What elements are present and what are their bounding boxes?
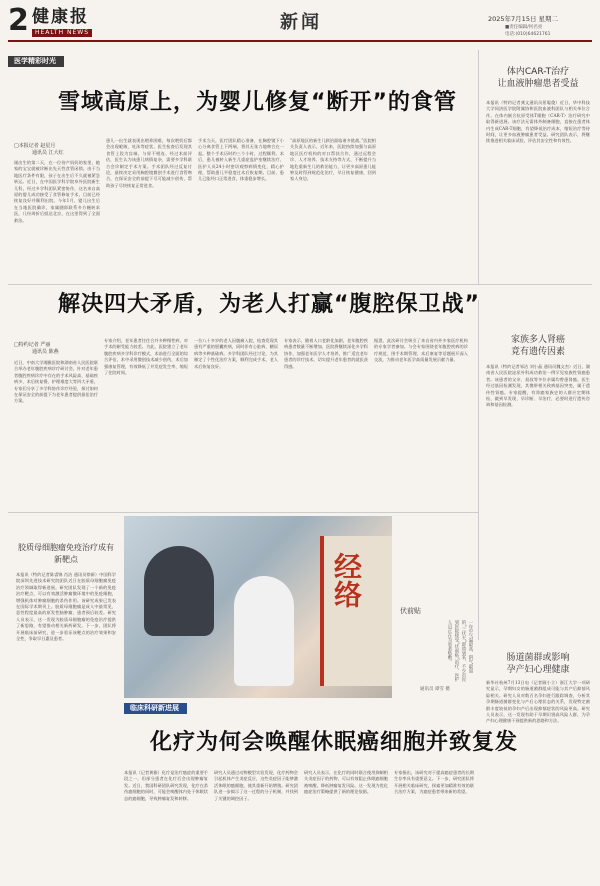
article4-body-col3: 研究人员表示，在化疗的同时联合使用抑制相关炎症因子的药物，可以有效阻止休眠癌细胞被唤醒，降低肿瘤复发风险。这一发现为优化癌症治疗策略提供了新的理论依据。 <box>304 770 388 795</box>
side-column-divider-2 <box>478 300 479 640</box>
article2-body-col2: 专家介绍，老年患者往往合并多种慢性病，对手术的耐受能力较差。为此，医院建立了老年腹腔疾病多学科诊疗模式，术前进行全面的综合评估，术中采用微创技术减少创伤，术后加强康复管理，有效降低了并发症发生率，缩短了住院时间。 <box>104 338 188 376</box>
article2-headline: 解决四大矛盾，为老人打赢“腹腔保卫战” <box>58 292 480 317</box>
article1-tag: 医学精彩时光 <box>8 56 64 67</box>
editor-credit: ■责任编辑/何名亮 <box>505 25 543 30</box>
article4-tag: 临床科研新进展 <box>124 703 187 714</box>
side3-title-line1: 肠道菌群或影响 <box>506 653 570 663</box>
article1-body-col3: 手术当天，医疗团队精心准备，在胸腔镜下小心分离食管上下两端，将其无张力地吻合在一起。整个手术历时约三个小时，过程顺利。术后，患儿被转入新生儿重症监护室继续治疗，医护人员24小时密切观察病情变化，精心护理，帮助患儿平稳度过术后恢复期。目前，患儿已能经口正常进食，体重稳步增长。 <box>198 138 284 182</box>
article2-body-col5: 据悉，此次研讨会吸引了来自省内外多家医疗机构的专家学者参加。与会专家围绕老年腹腔疾病的诊疗规范、围手术期管理、术后康复等话题展开深入交流，为推动老年医学高质量发展贡献力量。 <box>374 338 468 363</box>
article4-body-col4: 专家指出，该研究对于提高癌症患者的长期生存率具有重要意义。下一步，研究团队将开展相关临床研究，探索更加精准有效的联合治疗方案，为癌症患者带来新的希望。 <box>394 770 474 795</box>
side1-body: 本报讯（特约记者龚文通讯员景聪俊）近日，华中科技大学同济医学院附属协和医院血液科团队与相关单位合作，在体内嵌合抗原受体T细胞（CAR-T）治疗研究中取得新进展。该疗法无需体外制备细胞，直接在患者体内生成CAR-T细胞，有望降低治疗成本，缩短治疗等待时间，让更多血液肿瘤患者受益。研究团队表示，将继续推进相关临床试验，评估其安全性和有效性。 <box>486 100 590 144</box>
paper-name-en: HEALTH NEWS <box>32 29 92 37</box>
article2-byline-correspondent: 通讯员 陈燕 <box>32 349 59 355</box>
article2-body-col1: 近日，中南大学湘雅医院和湖南省人民医院联合举办老年腹腔疾病诊疗研讨会。针对老年患者腹腔疾病诊疗中存在的手术风险高、基础疾病多、术后恢复慢、护理难度大等四大矛盾，专家们分享了多学科协作诊疗经验，探讨如何在保证安全的前提下为老年患者提供最佳治疗方案。 <box>14 360 98 404</box>
photo-person-left <box>144 546 214 636</box>
photo-credit: 通讯员 谭雪 摄 <box>420 687 450 692</box>
photo-sign-text: 经络 <box>330 552 363 608</box>
section-divider-1 <box>8 284 592 285</box>
side3-title-line2: 孕产妇心理健康 <box>506 665 570 675</box>
side3-body: 新华社杭州7月13日电（记者顾小立）浙江大学一项研究显示，孕期妇女的肠道菌群组成可能与其产后抑郁风险相关。研究人员对数百名孕妇进行跟踪调查，分析其孕期肠道菌群变化与产后心理状态的关系，发现特定菌群丰度较低的孕妇产后出现抑郁症状的风险更高。研究人员表示，这一发现有助于早期识别高风险人群，为孕产妇心理健康干预提供新的思路和方法。 <box>486 680 590 724</box>
photo-caption-text: 一年中气温最高、阴气最弱的“三伏天”即将到来，不少市民到医院接受“伏前贴”治疗，医护人员正在为患者贴敷。 <box>447 620 473 682</box>
page-number: 2 <box>8 3 29 38</box>
news-photo <box>124 516 392 698</box>
article2-body-col4: 专家表示，随着人口老龄化加剧，老年腹腔疾病患者数量不断增加。医院将继续深化多学科协作，加强老年医学人才培养，推广适宜老年患者的诊疗技术，切实提升老年患者的就医获得感。 <box>284 338 368 369</box>
side1-title-line2: 让血液肿瘤患者受益 <box>497 79 579 89</box>
phone-number: 电话:(010)64621761 <box>505 32 551 37</box>
side-column-divider <box>478 50 479 285</box>
article1-byline-reporter: □本报记者 赵星月 <box>14 143 56 149</box>
side2-body: 本报讯（特约记者邹洁 刘小晶 通讯员魏文杰）近日，湖南省人民医院泌尿外科成功救治一例罕见家族性肾癌患者。该患者的父亲、叔叔等多位亲属均曾患肾癌。医生经过基因检测发现，其携带相关致病基因突变，属于遗传性肾癌。专家提醒，有肾癌家族史的人群应定期体检，做到早发现、早诊断、早治疗，必要时进行遗传咨询和基因检测。 <box>486 364 590 408</box>
photo-person-doctor <box>234 576 294 686</box>
article1-byline-correspondent: 通讯员 江大红 <box>32 150 64 156</box>
article4-body-col1: 本报讯（记者黄雅）化疗是治疗癌症的重要手段之一，但部分患者在化疗后会出现肿瘤复发。近日，我国科研团队研究发现，化疗在杀伤癌细胞的同时，可能会唤醒体内处于休眠状态的癌细胞，导致肿瘤复发和转移。 <box>124 770 208 801</box>
article3-title: 胶质母细胞瘤免疫治疗成有新靶点 <box>18 543 114 564</box>
article1-body-col4: “高原地区的新生儿救治面临诸多挑战。”医院相关负责人表示，近年来，医院持续加强与高原地区医疗机构的对口帮扶合作，通过远程会诊、人才培养、技术支持等方式，不断提升当地危重新生儿的救治能力，让更多高原患儿能够及时得到规范化治疗，早日恢复健康，回到家人身边。 <box>290 138 376 182</box>
article2-byline-reporter: □特约记者 严丽 <box>14 342 51 348</box>
article1-body-col1: 刚出生的第二天，在一位待产妈妈的家里，她家的宝宝就被诊断出先天性食管闭锁。由于当地医疗条件有限，孩子在出生后不久就被紧急转运。近日，在中国医学科学院阜外医院新生儿科，经过多学科团队紧密协作，这名来自高原的婴儿成功接受了食管修复手术，目前已经恢复良好并顺利出院。今年1月，婴儿出生后在当地医院确诊，家属随即联系多方辗转求医，几经周折后抵达北京，在这里得到了全面救治。 <box>14 160 100 223</box>
photo-caption-title: 伏前贴 <box>400 607 421 615</box>
article1-body-col2: 患儿一出生就表现出喂养困难，每次喂奶后都会出现呛咳、吐沫等症状，医生检查后发现其食管上段为盲端，与胃不相连。经过术前评估，医生认为该患儿病情复杂，需要多学科联合会诊制定手术方案。手术团队经过反复讨论，最终决定采用胸腔镜微创手术进行食管吻合，在保证安全的前提下尽可能减少创伤，帮助孩子尽快恢复正常进食。 <box>106 138 192 188</box>
paper-name: 健康报 <box>32 7 89 27</box>
masthead-rule <box>8 40 592 42</box>
section-title: 新闻 <box>280 12 322 33</box>
article1-headline: 雪域高原上，为婴儿修复“断开”的食管 <box>58 90 457 115</box>
side2-title-line1: 家族多人肾癌 <box>510 335 565 345</box>
article2-body-col3: 一位八十多岁的老人因腹痛入院，检查发现其患有严重的胆囊疾病，同时伴有心脏病、糖尿病等多种基础病。多学科团队经过讨论，为其制定了个性化治疗方案，顺利完成手术，老人术后恢复良好。 <box>194 338 278 369</box>
article4-headline: 化疗为何会唤醒休眠癌细胞并致复发 <box>150 730 519 755</box>
side2-title-line2: 竟有遗传因素 <box>510 347 565 357</box>
issue-date: 2025年7月15日 星期二 <box>488 15 559 23</box>
article3-body: 本报讯（特约记者陈睿锦 肖洁 通讯员徐新）中国科学院深圳先进技术研究院团队近日在胶质母细胞瘤免疫治疗领域取得新进展。研究团队发现了一个新的免疫治疗靶点，可以有效激活肿瘤微环境中的免疫细胞，增强机体对肿瘤细胞的杀伤作用。该研究成果已发表在国际学术期刊上。胶质母细胞瘤是成人中最常见、恶性程度最高的原发性脑肿瘤，患者预后较差。研究人员表示，这一发现为胶质母细胞瘤的免疫治疗提供了新思路，有望推动相关新药研发。下一步，团队将开展临床前研究，进一步验证该靶点的治疗效果和安全性，争取早日惠及患者。 <box>16 572 116 642</box>
side1-title-line1: 体内CAR-T治疗 <box>506 67 570 77</box>
article4-body-col2: 研究人员通过动物模型实验发现，化疗药物会引起机体产生炎症反应，这些炎症因子能够激活休眠的癌细胞，使其重新开始增殖。研究团队进一步揭示了这一过程的分子机制，并找到了关键的调控因子。 <box>214 770 298 801</box>
section-divider-2 <box>8 512 478 513</box>
